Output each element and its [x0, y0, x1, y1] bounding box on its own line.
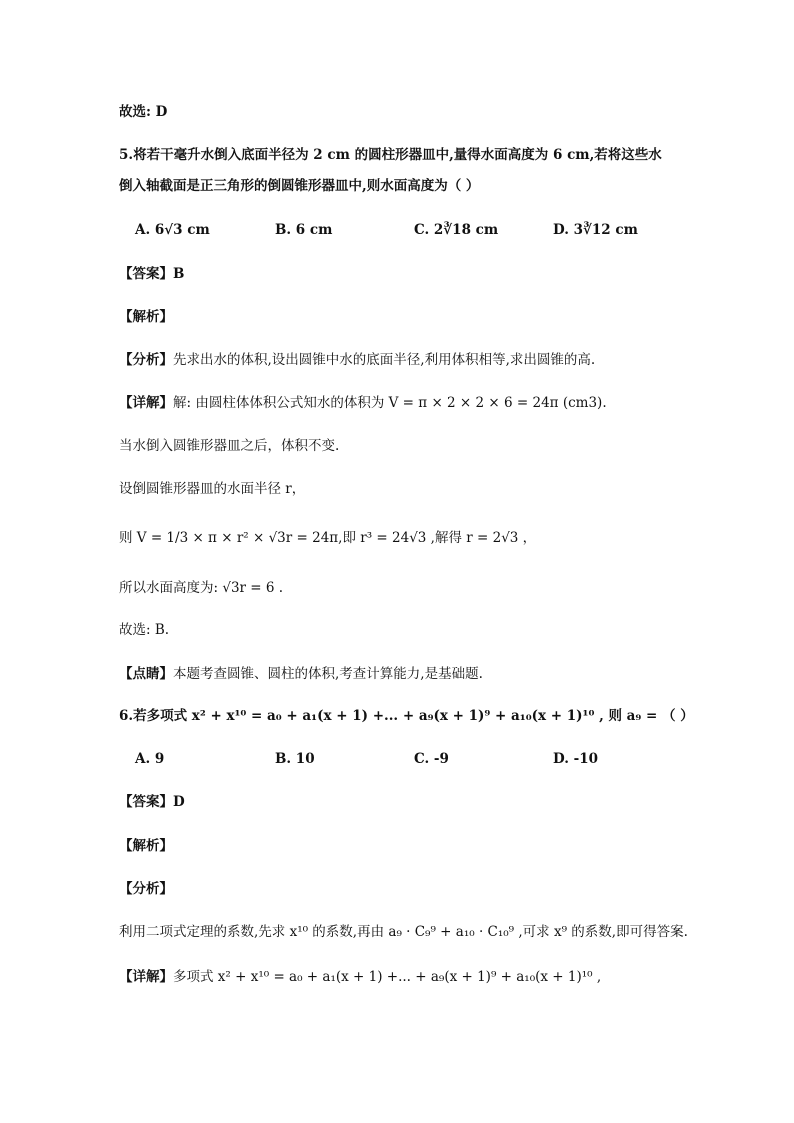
q6-answer: 【答案】D — [119, 794, 185, 810]
q5-answer: 【答案】B — [119, 266, 185, 282]
q6-jiexi-heading: 【解析】 — [119, 838, 173, 854]
q5-option-a: A. 6√3 cm — [135, 222, 210, 238]
q5-dianjing-tag: 【点睛】 — [119, 666, 173, 682]
q5-stem-line-2: 倒入轴截面是正三角形的倒圆锥形器皿中,则水面高度为（ ） — [119, 178, 480, 194]
q5-dianjing-line — [119, 664, 483, 684]
q5-option-b: B. 6 cm — [275, 222, 333, 238]
q5-xiangjie-tag: 【详解】 — [119, 395, 173, 411]
previous-answer-line: 故选: D — [119, 104, 168, 120]
q5-volume-unchanged: 当水倒入圆锥形器皿之后，体积不变. — [119, 438, 340, 454]
q6-xiangjie-line — [119, 967, 601, 987]
q5-fenxi-tag: 【分析】 — [119, 352, 173, 368]
q6-option-c: C. -9 — [414, 751, 449, 767]
q5-option-c: C. 2∛18 cm — [414, 222, 499, 238]
q5-fenxi-line — [119, 350, 595, 370]
q5-xiangjie-text: 解: 由圆柱体体积公式知水的体积为 V = π × 2 × 2 × 6 = 24π (cm3). — [173, 395, 607, 411]
q6-option-d: D. -10 — [553, 751, 599, 767]
q6-stem: 6.若多项式 x² + x¹⁰ = a₀ + a₁(x + 1) +... + a₉(x + 1)⁹ + a₁₀(x + 1)¹⁰ , 则 a₉ = （ ） — [119, 708, 694, 724]
q6-xiangjie-text: 多项式 x² + x¹⁰ = a₀ + a₁(x + 1) +... + a₉(x + 1)⁹ + a₁₀(x + 1)¹⁰ , — [173, 969, 602, 985]
q6-option-a: A. 9 — [135, 751, 165, 767]
q5-equation-line: 则 V = 1/3 × π × r² × √3r = 24π,即 r³ = 24√3 ,解得 r = 2√3 ， — [119, 530, 537, 546]
q5-dianjing-text: 本题考查圆锥、圆柱的体积,考查计算能力,是基础题. — [173, 666, 483, 682]
q6-fenxi-text: 利用二项式定理的系数,先求 x¹⁰ 的系数,再由 a₉ · C₉⁹ + a₁₀ · C₁₀⁹ ,可求 x⁹ 的系数,即可得答案. — [119, 924, 688, 940]
q5-height-line: 所以水面高度为: √3r = 6 . — [119, 580, 284, 596]
q6-option-b: B. 10 — [275, 751, 315, 767]
q5-option-d: D. 3∛12 cm — [553, 222, 638, 238]
q5-stem-line-1: 5.将若干毫升水倒入底面半径为 2 cm 的圆柱形器皿中,量得水面高度为 6 cm,若将这些水 — [119, 147, 662, 163]
q5-choose-line: 故选: B. — [119, 622, 170, 638]
q6-xiangjie-tag: 【详解】 — [119, 969, 173, 985]
q5-xiangjie-line — [119, 393, 607, 413]
q5-set-radius: 设倒圆锥形器皿的水面半径 r， — [119, 481, 306, 497]
q5-jiexi-heading: 【解析】 — [119, 309, 173, 325]
q5-fenxi-text: 先求出水的体积,设出圆锥中水的底面半径,利用体积相等,求出圆锥的高. — [173, 352, 596, 368]
q6-fenxi-heading: 【分析】 — [119, 881, 173, 897]
